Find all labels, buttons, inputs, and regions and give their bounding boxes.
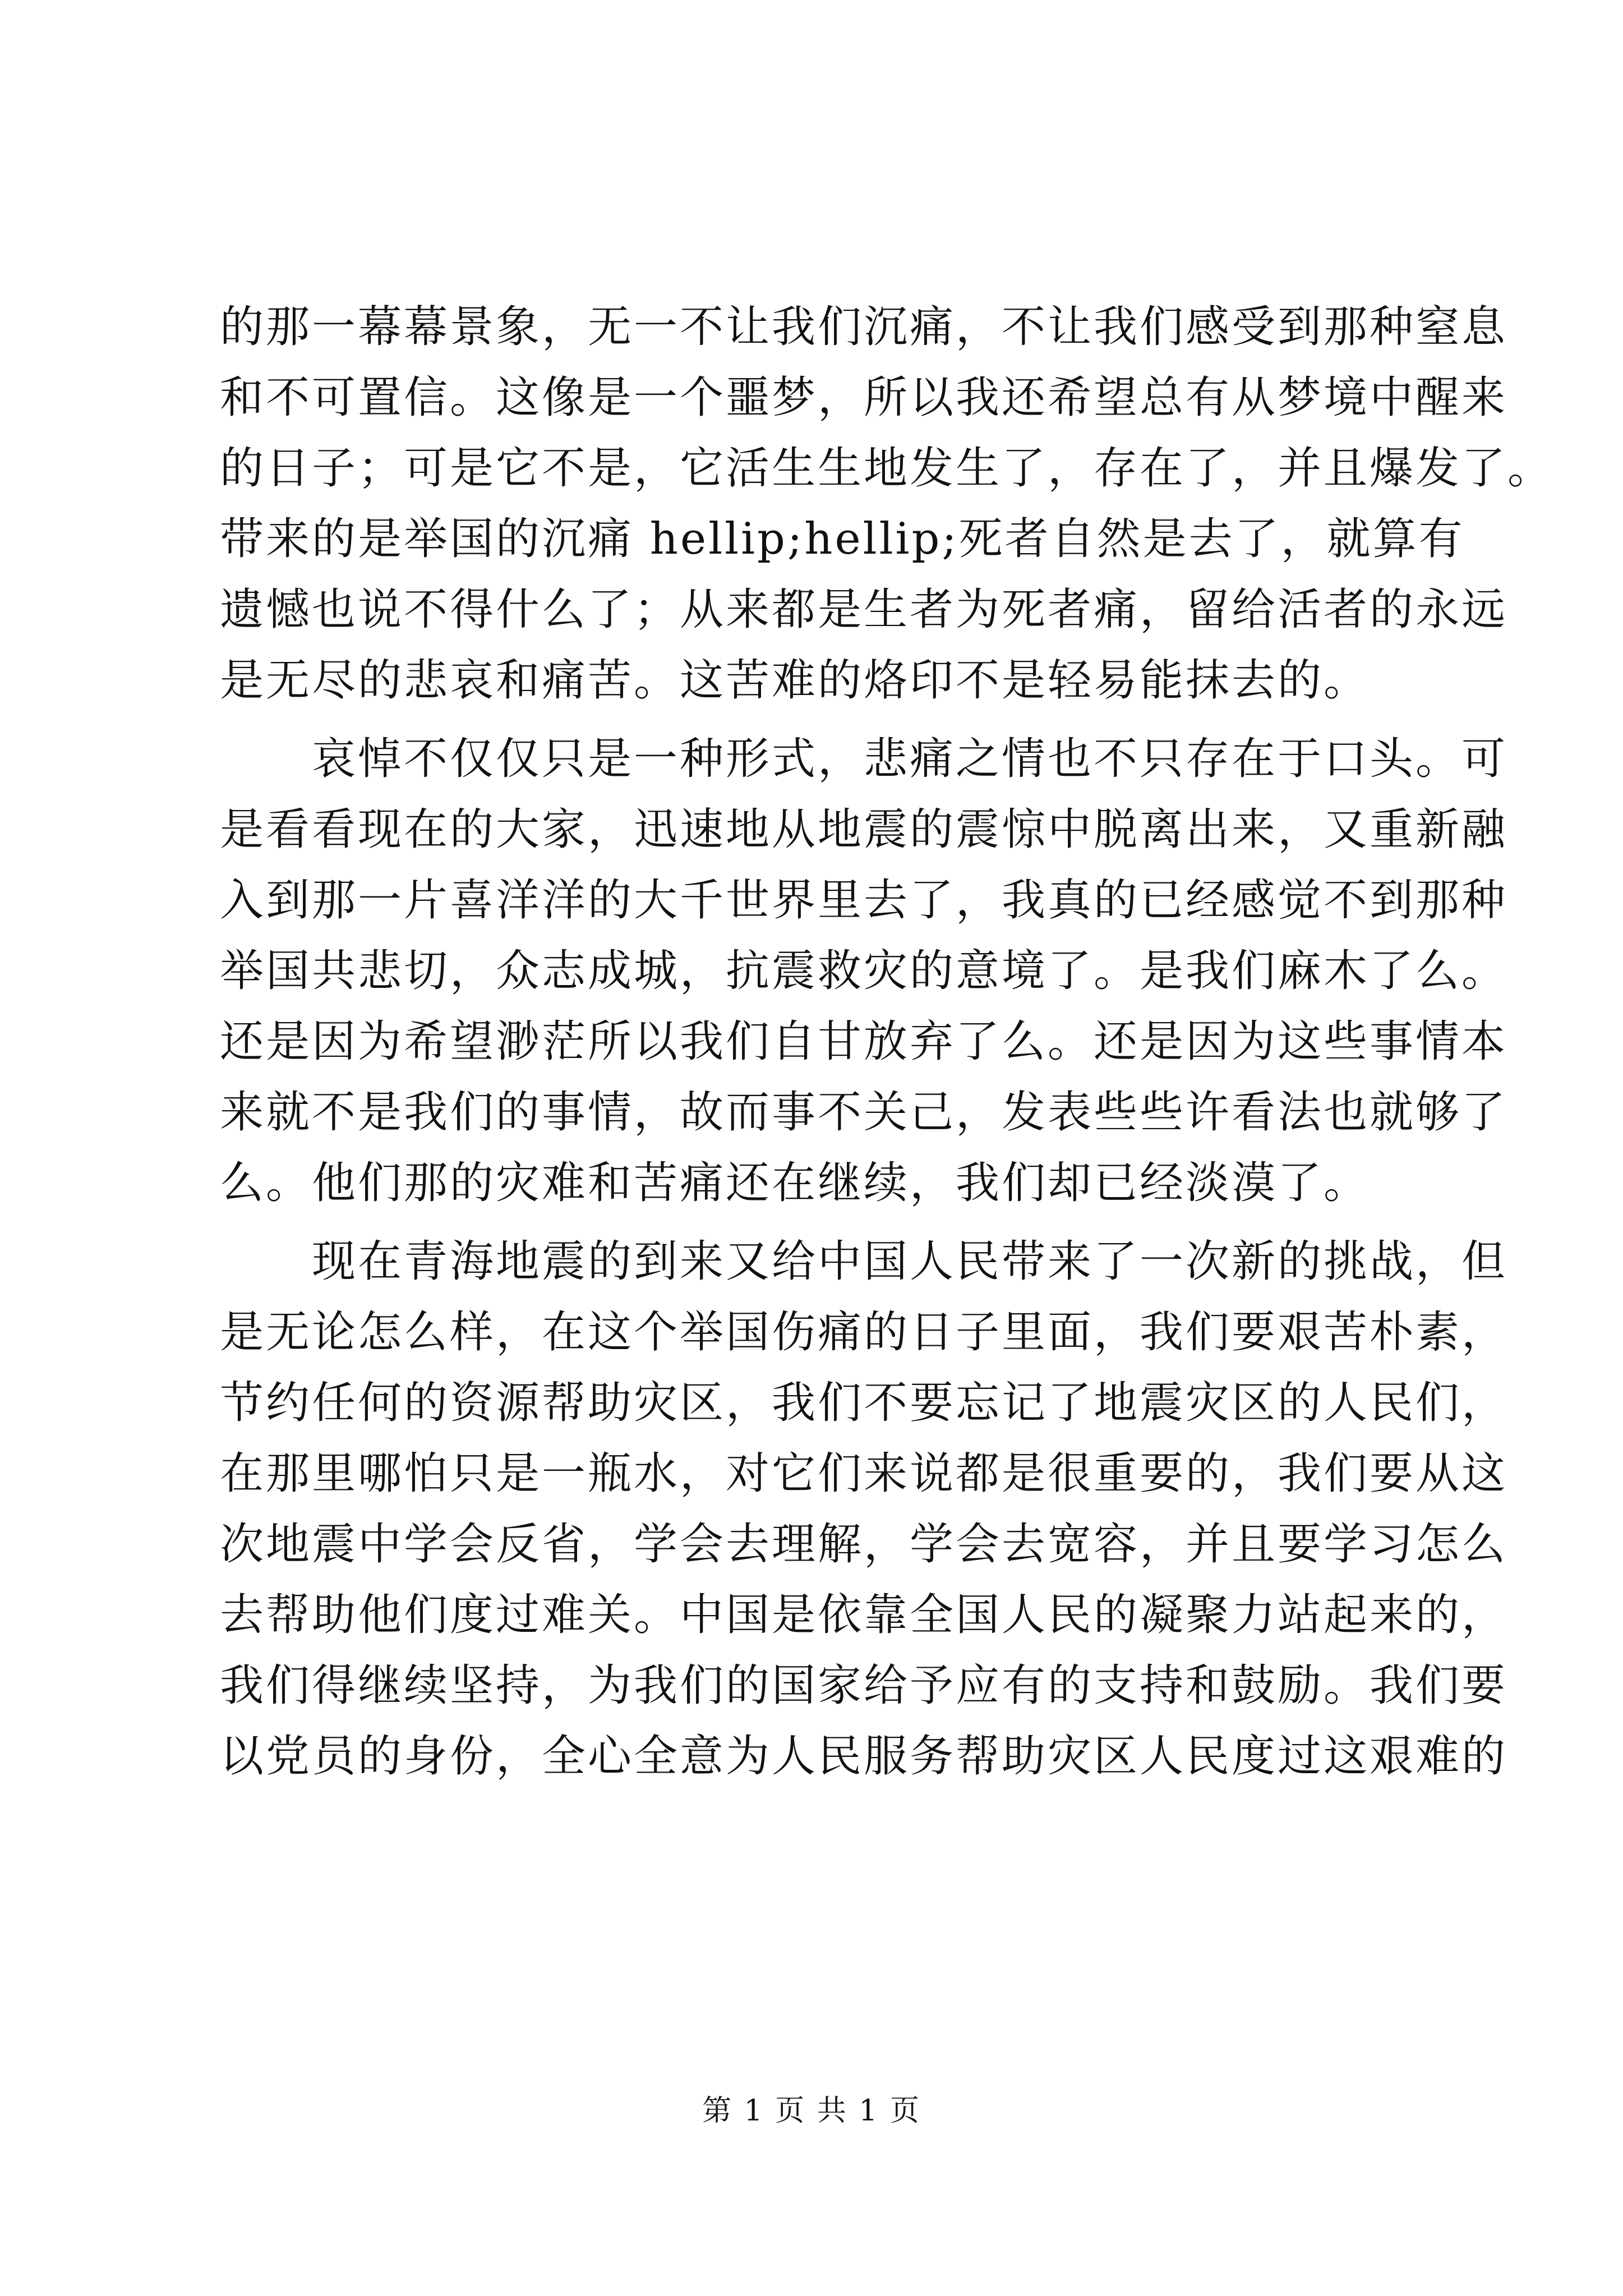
text-line: 还是因为希望渺茫所以我们自甘放弃了么。还是因为这些事情本 [220, 1016, 1508, 1067]
text-line: 是无论怎么样，在这个举国伤痛的日子里面，我们要艰苦朴素， [220, 1307, 1508, 1358]
paragraph-spacing [220, 1218, 1476, 1226]
text-line: 是无尽的悲哀和痛苦。这苦难的烙印不是轻易能抹去的。 [220, 655, 1370, 706]
paragraph-spacing [220, 716, 1476, 724]
text-line: 是看看现在的大家，迅速地从地震的震惊中脱离出来，又重新融 [220, 804, 1508, 855]
text-line-first: 哀悼不仅仅只是一种形式，悲痛之情也不只存在于口头。可 [312, 734, 1508, 784]
paragraph-1 [220, 292, 1554, 716]
text-line: 来就不是我们的事情，故而事不关己，发表些些许看法也就够了 [220, 1087, 1508, 1138]
text-line: 举国共悲切，众志成城，抗震救灾的意境了。是我们麻木了么。 [220, 946, 1508, 996]
paragraph-2 [220, 724, 1508, 1218]
text-line: 入到那一片喜洋洋的大千世界里去了，我真的已经感觉不到那种 [220, 875, 1508, 926]
text-line: 的那一幕幕景象，无一不让我们沉痛，不让我们感受到那种窒息 [220, 302, 1508, 352]
text-line-first: 现在青海地震的到来又给中国人民带来了一次新的挑战，但 [312, 1236, 1508, 1287]
paragraph-3 [220, 1226, 1508, 1792]
text-line: 和不可置信。这像是一个噩梦，所以我还希望总有从梦境中醒来 [220, 372, 1508, 423]
document-body [220, 292, 1554, 1792]
text-line: 带来的是举国的沉痛 hellip;hellip;死者自然是去了，就算有 [220, 514, 1465, 564]
text-line: 我们得继续坚持，为我们的国家给予应有的支持和鼓励。我们要 [220, 1660, 1508, 1711]
text-line: 在那里哪怕只是一瓶水，对它们来说都是很重要的，我们要从这 [220, 1448, 1508, 1499]
text-line: 么。他们那的灾难和苦痛还在继续，我们却已经淡漠了。 [220, 1158, 1370, 1208]
text-line: 节约任何的资源帮助灾区，我们不要忘记了地震灾区的人民们， [220, 1378, 1508, 1428]
page-number-footer: 第 1 页 共 1 页 [702, 2094, 921, 2128]
text-line: 的日子；可是它不是，它活生生地发生了，存在了，并且爆发了。 [220, 443, 1554, 494]
text-line: 以党员的身份，全心全意为人民服务帮助灾区人民度过这艰难的 [220, 1731, 1508, 1782]
text-line: 遗憾也说不得什么了；从来都是生者为死者痛，留给活者的永远 [220, 585, 1508, 635]
text-line: 次地震中学会反省，学会去理解，学会去宽容，并且要学习怎么 [220, 1519, 1508, 1570]
text-line: 去帮助他们度过难关。中国是依靠全国人民的凝聚力站起来的， [220, 1590, 1508, 1640]
